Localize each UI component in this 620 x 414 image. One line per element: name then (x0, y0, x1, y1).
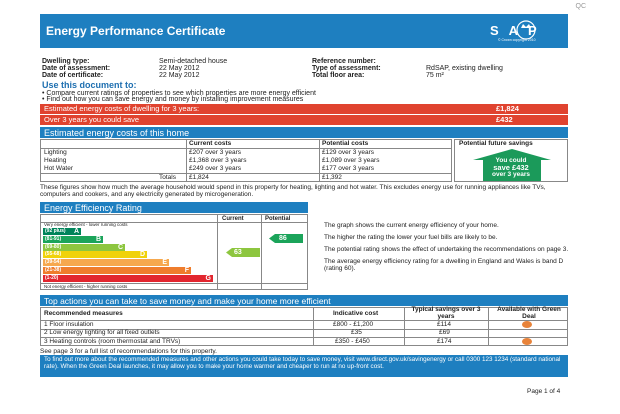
page-title: Energy Performance Certificate (46, 24, 226, 38)
col-current-costs: Current costs (189, 140, 232, 147)
detail-label: Reference number: (312, 58, 376, 65)
rating-paragraph: The potential rating shows the effect of undertaking the recommendations on page 3. (324, 246, 569, 253)
band-range: (39-54) (45, 259, 62, 266)
summary-row-savings (40, 115, 568, 125)
rating-band-a (43, 228, 81, 235)
col-typical-savings: Typical savings over 3 years (411, 306, 481, 320)
cost-row-potential: £129 over 3 years (322, 149, 375, 156)
rating-heading: Energy Efficiency Rating (44, 203, 142, 213)
arrow-line-1: You could (495, 157, 527, 164)
potential-rating-value: 86 (279, 235, 287, 242)
cost-row-label: Hot Water (44, 165, 74, 172)
costs-section-header (40, 127, 568, 138)
band-letter: A (73, 228, 79, 235)
arrow-line-3: over 3 years (492, 171, 530, 178)
summary-value: £1,824 (496, 104, 519, 113)
detail-label: Date of assessment: (42, 65, 111, 72)
use-doc-heading: Use this document to: (42, 80, 137, 90)
action-row-label: 3 Heating controls (room thermostat and TRVs) (44, 338, 181, 345)
bullet-text: Compare current ratings of properties to see which properties are more energy efficient (46, 90, 316, 97)
certificate-header (40, 14, 568, 48)
band-letter: D (139, 251, 145, 259)
band-range: (55-68) (45, 251, 62, 258)
rating-paragraph: The average energy efficiency rating for a dwelling in England and Wales is band D (rating 60). (324, 258, 564, 272)
action-row-saving: £114 (437, 321, 451, 328)
summary-row-cost (40, 104, 568, 114)
action-row-cost: £800 - £1,200 (333, 321, 374, 328)
sap-logo (488, 18, 564, 44)
detail-value: RdSAP, existing dwelling (426, 65, 503, 72)
cost-row-label: Lighting (44, 149, 67, 156)
total-potential: £1,392 (322, 174, 342, 181)
band-range: (69-80) (45, 243, 62, 250)
bottom-note: Not energy efficient - higher running costs (44, 284, 128, 289)
detail-value: 22 May 2012 (159, 72, 200, 79)
rating-band-f (43, 267, 191, 274)
band-range: (92 plus) (45, 228, 66, 234)
action-row-saving: £69 (439, 329, 450, 336)
cost-row-label: Heating (44, 157, 67, 164)
bullet-item: • Find out how you can save energy and money by installing improvement measures (42, 96, 304, 103)
rating-band-e (43, 259, 169, 266)
footer-info-box (40, 355, 568, 377)
band-letter: C (117, 243, 123, 251)
band-range: (81-91) (45, 235, 62, 242)
rating-band-g (43, 275, 213, 282)
col-green-deal: Available with Green Deal (497, 306, 561, 320)
green-deal-check-icon (522, 338, 532, 345)
detail-value: Semi-detached house (159, 58, 228, 65)
cost-row-current: £249 over 3 years (189, 165, 242, 172)
summary-value: £432 (496, 115, 513, 124)
page-number: Page 1 of 4 (527, 388, 561, 395)
detail-label: Dwelling type: (42, 58, 90, 65)
detail-label: Total floor area: (312, 72, 365, 79)
band-letter: B (95, 235, 101, 243)
rating-paragraph: The higher the rating the lower your fuel bills are likely to be. (324, 234, 498, 241)
actions-section-header (40, 295, 568, 306)
current-rating-arrow (226, 248, 260, 257)
actions-table (40, 307, 568, 346)
cost-row-potential: £1,089 over 3 years (322, 157, 380, 164)
band-letter: E (162, 259, 167, 267)
action-row-saving: £174 (437, 338, 452, 345)
detail-value: 75 m² (426, 72, 444, 79)
actions-heading: Top actions you can take to save money and make your home more efficient (44, 296, 331, 306)
footer-info-text: To find out more about the recommended measures and other actions you could take today to save money, visit www.direct.gov.uk/savingenergy or call 0300 123 1234 (standard national rate). When the Green Deal launches, it may allow you to make your home warmer and cheaper to run at no up-front cost. (44, 356, 561, 370)
band-letter: G (205, 274, 211, 282)
detail-label: Date of certificate: (42, 72, 104, 79)
rating-section-header (40, 202, 308, 213)
action-row-label: 2 Low energy lighting for all fixed outlets (44, 329, 160, 336)
action-row-cost: £350 - £450 (335, 338, 370, 345)
cost-row-current: £1,368 over 3 years (189, 157, 247, 164)
col-measures: Recommended measures (44, 310, 123, 317)
col-current: Current (222, 216, 244, 222)
cost-row-current: £207 over 3 years (189, 149, 242, 156)
detail-value: 22 May 2012 (159, 65, 200, 72)
rating-band-d (43, 251, 147, 258)
logo-subtext: © Crown copyright 2010 (498, 38, 536, 42)
logo-text: SAP (490, 23, 547, 38)
bullet-item: • Compare current ratings of properties to see which properties are more energy efficient (42, 90, 316, 97)
col-future-savings: Potential future savings (459, 140, 533, 147)
totals-label: Totals (159, 174, 176, 181)
bullet-text: Find out how you can save energy and money by installing improvement measures (46, 96, 304, 103)
current-rating-value: 63 (234, 249, 242, 256)
col-indicative-cost: Indicative cost (333, 310, 379, 317)
col-potential-costs: Potential costs (322, 140, 369, 147)
summary-label: Over 3 years you could save (44, 115, 140, 124)
detail-label: Type of assessment: (312, 65, 381, 72)
total-current: £1,824 (189, 174, 209, 181)
costs-table (40, 139, 452, 182)
action-row-cost: £35 (351, 329, 362, 336)
see-page-note: See page 3 for a full list of recommendations for this property. (40, 348, 217, 355)
rating-band-b (43, 236, 103, 243)
band-range: (21-38) (45, 267, 62, 273)
rating-chart (40, 214, 308, 290)
costs-heading: Estimated energy costs of this home (44, 128, 190, 138)
summary-label: Estimated energy costs of dwelling for 3 years: (44, 104, 200, 113)
rating-paragraph: The graph shows the current energy efficiency of your home. (324, 222, 499, 229)
green-deal-check-icon (522, 321, 532, 328)
action-row-label: 1 Floor insulation (44, 321, 94, 328)
cost-row-potential: £177 over 3 years (322, 165, 375, 172)
band-range: (1-20) (45, 274, 59, 281)
col-potential: Potential (265, 216, 291, 222)
top-note: Very energy efficient - lower running costs (44, 222, 128, 227)
costs-note: These figures show how much the average household would spend in this property for heating, lighting and hot water. This excludes energy use for running appliances like TVs, computers and cookers, and any electricity generated by microgeneration. (40, 184, 546, 198)
band-letter: F (184, 267, 189, 274)
arrow-line-2: save £432 (493, 163, 529, 172)
rating-band-c (43, 244, 125, 251)
rating-text (324, 222, 570, 272)
savings-arrow-text (455, 157, 567, 178)
corner-mark: QC (575, 3, 586, 10)
savings-box (454, 139, 568, 182)
